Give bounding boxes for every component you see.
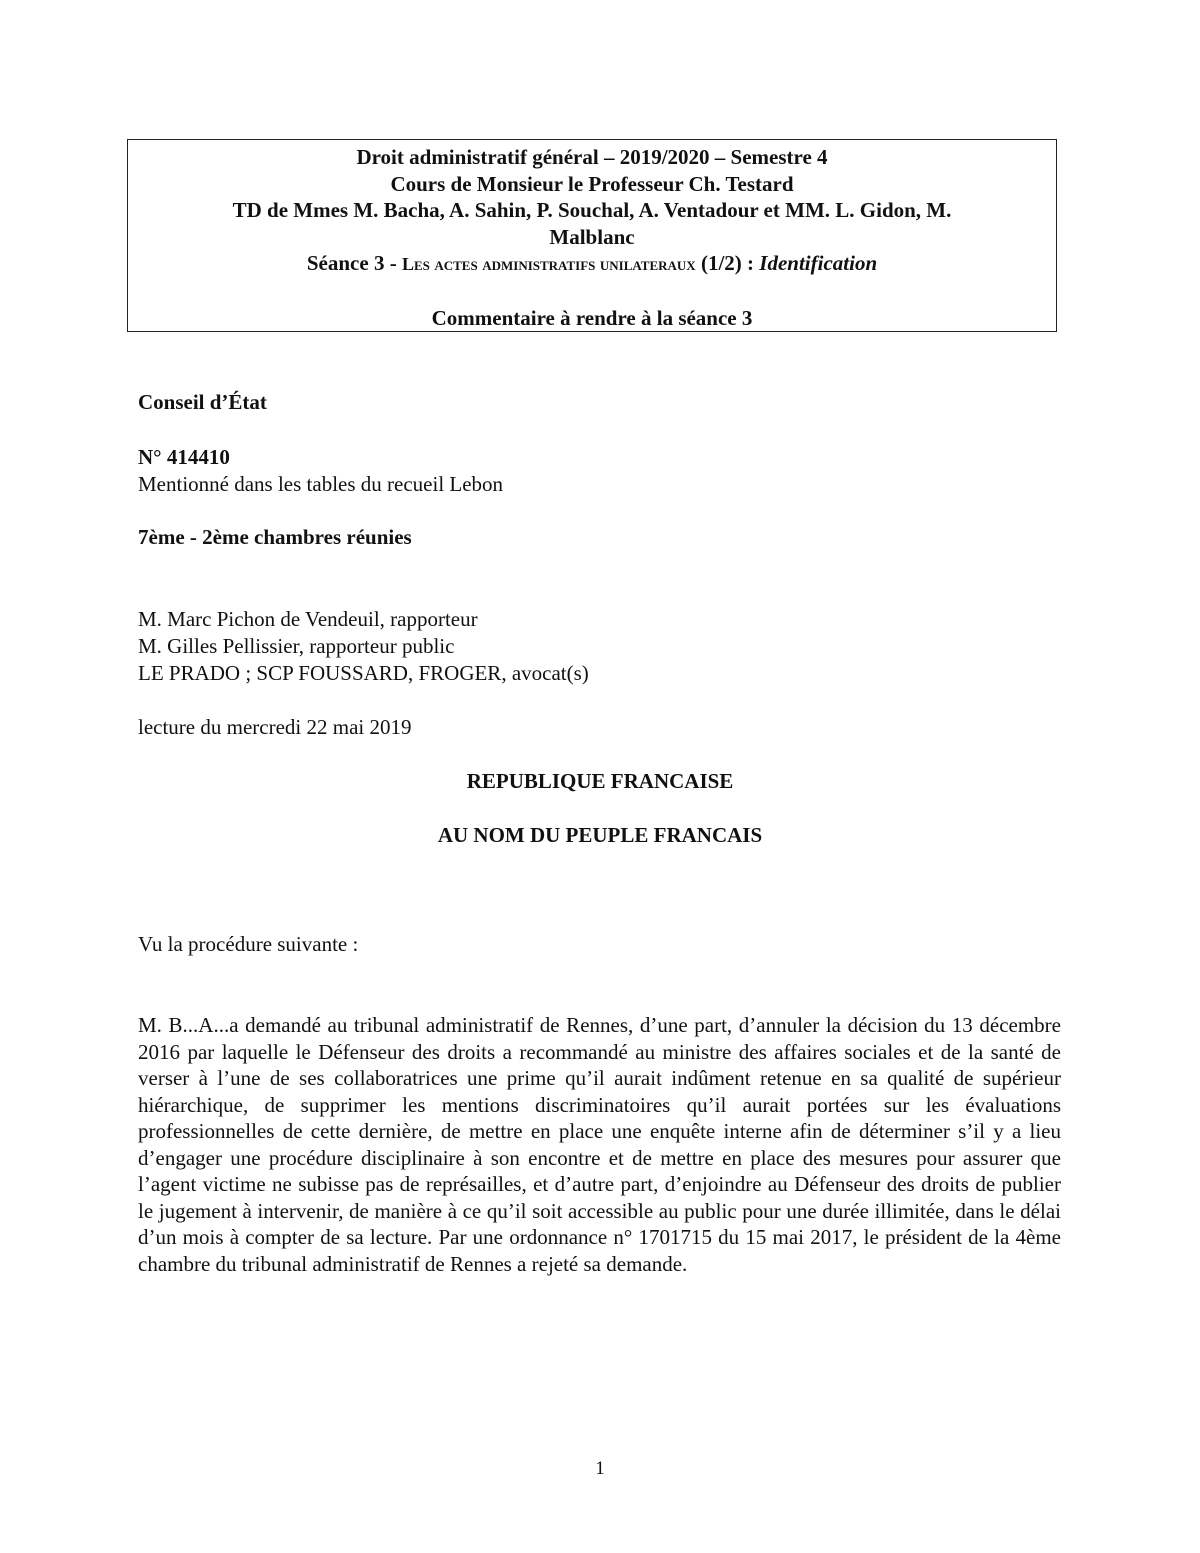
court-name: Conseil d’État: [138, 390, 267, 414]
td-instructors: TD de Mmes M. Bacha, A. Sahin, P. Souchal, A. Ventadour et MM. L. Gidon, M. Malblanc: [232, 198, 952, 249]
rapporteur-public: M. Gilles Pellissier, rapporteur public: [138, 634, 455, 658]
procedure-intro: Vu la procédure suivante :: [138, 932, 359, 956]
header-spacer: [128, 278, 1056, 305]
course-title: Droit administratif général – 2019/2020 – Semestre 4: [356, 145, 828, 169]
seance-topic: Les actes administratifs unilateraux: [401, 254, 696, 274]
avocats: LE PRADO ; SCP FOUSSARD, FROGER, avocat(s): [138, 661, 589, 685]
seance-subtitle: Identification: [759, 251, 878, 275]
course-professor: Cours de Monsieur le Professeur Ch. Testard: [390, 171, 794, 196]
rapporteur: M. Marc Pichon de Vendeuil, rapporteur: [138, 607, 478, 631]
lebon-mention: Mentionné dans les tables du recueil Lebon: [138, 472, 504, 496]
lecture-date: lecture du mercredi 22 mai 2019: [138, 715, 412, 739]
decision-number: N° 414410: [138, 445, 230, 469]
seance-title: [188, 250, 996, 278]
au-nom-heading: AU NOM DU PEUPLE FRANCAIS: [437, 823, 763, 847]
chambers: 7ème - 2ème chambres réunies: [138, 525, 412, 549]
page-number: 1: [595, 1458, 605, 1479]
republique-heading: REPUBLIQUE FRANCAISE: [466, 769, 734, 793]
course-header-box: [127, 139, 1057, 332]
commentaire-note: Commentaire à rendre à la séance 3: [431, 305, 753, 330]
seance-part: (1/2) :: [695, 251, 760, 275]
procedure-paragraph: M. B...A...a demandé au tribunal administratif de Rennes, d’une part, d’annuler la décision du 13 décembre 2016 par laquelle le Défenseur des droits a recommandé au ministre des affaires sociales et de la santé de verser à l’une de ses collaboratrices une prime qu’il aurait indûment retenue en sa qualité de supérieur hiérarchique, de supprimer les mentions discriminatoires qu’il aurait portées sur les évaluations professionnelles de cette dernière, de mettre en place une enquête interne afin de déterminer s’il y a lieu d’engager une procédure disciplinaire à son encontre et de mettre en place des mesures pour assurer que l’agent victime ne subisse pas de représailles, et d’autre part, d’enjoindre au Défenseur des droits de publier le jugement à intervenir, de manière à ce qu’il soit accessible au public pour une durée illimitée, dans le délai d’un mois à compter de sa lecture. Par une ordonnance n° 1701715 du 15 mai 2017, le président de la 4ème chambre du tribunal administratif de Rennes a rejeté sa demande.: [138, 1013, 1061, 1276]
seance-prefix: Séance 3 -: [306, 251, 402, 275]
